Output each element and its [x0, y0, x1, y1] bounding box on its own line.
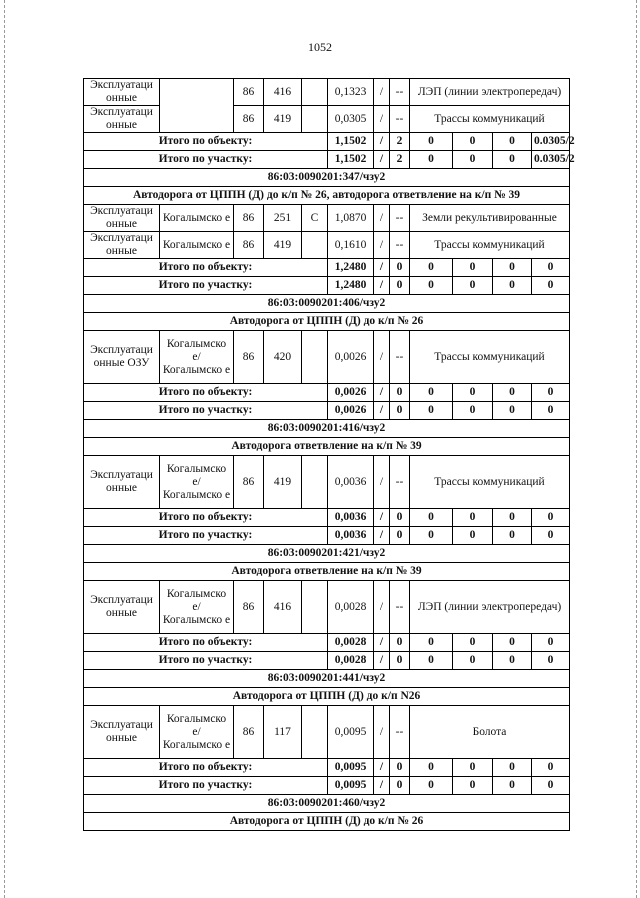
- slash-cell: /: [374, 106, 390, 133]
- region-cell: 86: [234, 456, 264, 509]
- table-row: [84, 106, 570, 133]
- mark-cell: [302, 706, 328, 759]
- total-value: 0: [410, 777, 453, 795]
- region-cell: 86: [234, 79, 264, 106]
- plot-total-label: Итого по участку:: [84, 777, 328, 795]
- quarter-cell: 420: [264, 331, 302, 384]
- region-cell: 86: [234, 106, 264, 133]
- slash-cell: /: [374, 634, 390, 652]
- object-row: [84, 688, 570, 706]
- object-total-row: [84, 259, 570, 277]
- quarter-cell: 251: [264, 205, 302, 232]
- category-cell: Эксплуатаци онные: [84, 706, 160, 759]
- slash-cell: /: [374, 509, 390, 527]
- cadastral-number: 86:03:0090201:406/чзу2: [84, 295, 570, 313]
- plot-total-row: [84, 527, 570, 545]
- land-use-cell: Трассы коммуникаций: [410, 456, 570, 509]
- total-value: 0: [532, 759, 570, 777]
- land-use-cell: ЛЭП (линии электропередач): [410, 79, 570, 106]
- object-total-row: [84, 509, 570, 527]
- total-area: 0,0095: [328, 759, 374, 777]
- table-row: [84, 706, 570, 759]
- table-row: [84, 331, 570, 384]
- total-count: 0: [390, 402, 410, 420]
- cadastral-row: [84, 295, 570, 313]
- forestry-cell: Когалымско е/ Когалымско е: [160, 706, 234, 759]
- plot-total-label: Итого по участку:: [84, 527, 328, 545]
- object-total-row: [84, 634, 570, 652]
- total-area: 1,1502: [328, 151, 374, 169]
- table-row: [84, 232, 570, 259]
- total-value: 0: [493, 402, 532, 420]
- region-cell: 86: [234, 706, 264, 759]
- total-area: 0,0026: [328, 402, 374, 420]
- object-name: Автодорога от ЦППН (Д) до к/п № 26: [84, 813, 570, 831]
- object-total-label: Итого по объекту:: [84, 759, 328, 777]
- total-value: 0: [493, 151, 532, 169]
- slash-cell: /: [374, 652, 390, 670]
- total-count: 0: [390, 759, 410, 777]
- forestry-cell: Когалымско е/ Когалымско е: [160, 581, 234, 634]
- cadastral-row: [84, 795, 570, 813]
- object-total-label: Итого по объекту:: [84, 133, 328, 151]
- total-value: 0: [493, 759, 532, 777]
- total-count: 0: [390, 527, 410, 545]
- plot-total-label: Итого по участку:: [84, 277, 328, 295]
- object-row: [84, 813, 570, 831]
- mark-cell: [302, 106, 328, 133]
- total-value: 0.0305/2: [532, 151, 570, 169]
- total-value: 0: [410, 509, 453, 527]
- dash-cell: --: [390, 331, 410, 384]
- area-cell: 0,0095: [328, 706, 374, 759]
- scan-edge-right: [636, 0, 638, 898]
- total-value: 0: [493, 133, 532, 151]
- table-row: [84, 79, 570, 106]
- total-value: 0: [532, 652, 570, 670]
- total-value: 0: [532, 259, 570, 277]
- slash-cell: /: [374, 581, 390, 634]
- total-value: 0.0305/2: [532, 133, 570, 151]
- land-use-cell: ЛЭП (линии электропередач): [410, 581, 570, 634]
- slash-cell: /: [374, 331, 390, 384]
- total-value: 0: [410, 402, 453, 420]
- total-value: 0: [453, 777, 493, 795]
- total-value: 0: [410, 133, 453, 151]
- object-row: [84, 187, 570, 205]
- total-value: 0: [493, 527, 532, 545]
- cadastral-row: [84, 169, 570, 187]
- dash-cell: --: [390, 456, 410, 509]
- total-area: 0,0028: [328, 634, 374, 652]
- total-value: 0: [453, 402, 493, 420]
- object-row: [84, 313, 570, 331]
- total-value: 0: [532, 277, 570, 295]
- forestry-cell: [160, 79, 234, 133]
- object-name: Автодорога от ЦППН (Д) до к/п № 26, автодорога ответвление на к/п № 39: [84, 187, 570, 205]
- area-cell: 0,0028: [328, 581, 374, 634]
- land-use-cell: Трассы коммуникаций: [410, 106, 570, 133]
- plot-total-row: [84, 402, 570, 420]
- dash-cell: --: [390, 706, 410, 759]
- scan-edge-left: [4, 0, 6, 898]
- forestry-cell: Когалымско е/ Когалымско е: [160, 331, 234, 384]
- table-row: [84, 456, 570, 509]
- total-value: 0: [453, 634, 493, 652]
- region-cell: 86: [234, 581, 264, 634]
- area-cell: 0,0305: [328, 106, 374, 133]
- quarter-cell: 416: [264, 79, 302, 106]
- total-value: 0: [410, 527, 453, 545]
- total-value: 0: [493, 652, 532, 670]
- total-value: 0: [453, 133, 493, 151]
- quarter-cell: 416: [264, 581, 302, 634]
- total-count: 2: [390, 151, 410, 169]
- region-cell: 86: [234, 205, 264, 232]
- total-count: 0: [390, 777, 410, 795]
- slash-cell: /: [374, 151, 390, 169]
- object-total-row: [84, 133, 570, 151]
- slash-cell: /: [374, 259, 390, 277]
- area-cell: 1,0870: [328, 205, 374, 232]
- total-area: 0,0028: [328, 652, 374, 670]
- total-area: 0,0026: [328, 384, 374, 402]
- total-value: 0: [493, 384, 532, 402]
- dash-cell: --: [390, 79, 410, 106]
- total-count: 0: [390, 259, 410, 277]
- slash-cell: /: [374, 384, 390, 402]
- total-value: 0: [493, 259, 532, 277]
- total-area: 1,2480: [328, 277, 374, 295]
- region-cell: 86: [234, 232, 264, 259]
- total-area: 1,2480: [328, 259, 374, 277]
- total-value: 0: [410, 151, 453, 169]
- cadastral-number: 86:03:0090201:460/чзу2: [84, 795, 570, 813]
- category-cell: Эксплуатаци онные: [84, 232, 160, 259]
- object-total-label: Итого по объекту:: [84, 259, 328, 277]
- total-value: 0: [453, 259, 493, 277]
- slash-cell: /: [374, 205, 390, 232]
- region-cell: 86: [234, 331, 264, 384]
- total-area: 0,0036: [328, 509, 374, 527]
- mark-cell: [302, 79, 328, 106]
- object-total-label: Итого по объекту:: [84, 634, 328, 652]
- object-name: Автодорога ответвление на к/п № 39: [84, 438, 570, 456]
- object-total-row: [84, 759, 570, 777]
- total-value: 0: [453, 759, 493, 777]
- forestry-cell: Когалымско е: [160, 205, 234, 232]
- cadastral-row: [84, 420, 570, 438]
- slash-cell: /: [374, 277, 390, 295]
- total-count: 0: [390, 384, 410, 402]
- quarter-cell: 419: [264, 106, 302, 133]
- total-value: 0: [410, 634, 453, 652]
- category-cell: Эксплуатаци онные: [84, 106, 160, 133]
- total-value: 0: [493, 277, 532, 295]
- quarter-cell: 419: [264, 232, 302, 259]
- object-total-row: [84, 384, 570, 402]
- slash-cell: /: [374, 232, 390, 259]
- table-row: [84, 205, 570, 232]
- dash-cell: --: [390, 232, 410, 259]
- plot-total-row: [84, 777, 570, 795]
- total-count: 0: [390, 652, 410, 670]
- total-value: 0: [410, 259, 453, 277]
- slash-cell: /: [374, 402, 390, 420]
- mark-cell: [302, 331, 328, 384]
- table-row: [84, 581, 570, 634]
- plot-total-label: Итого по участку:: [84, 652, 328, 670]
- mark-cell: [302, 581, 328, 634]
- total-value: 0: [532, 527, 570, 545]
- slash-cell: /: [374, 79, 390, 106]
- total-count: 0: [390, 509, 410, 527]
- area-cell: 0,1610: [328, 232, 374, 259]
- total-value: 0: [453, 384, 493, 402]
- cadastral-number: 86:03:0090201:421/чзу2: [84, 545, 570, 563]
- area-cell: 0,0036: [328, 456, 374, 509]
- category-cell: Эксплуатаци онные: [84, 581, 160, 634]
- object-total-label: Итого по объекту:: [84, 384, 328, 402]
- total-value: 0: [453, 151, 493, 169]
- total-value: 0: [410, 652, 453, 670]
- land-use-cell: Трассы коммуникаций: [410, 331, 570, 384]
- total-count: 0: [390, 277, 410, 295]
- area-cell: 0,1323: [328, 79, 374, 106]
- category-cell: Эксплуатаци онные: [84, 456, 160, 509]
- plot-total-label: Итого по участку:: [84, 402, 328, 420]
- page-number: 1052: [308, 40, 332, 54]
- cadastral-row: [84, 545, 570, 563]
- forestry-cell: Когалымско е: [160, 232, 234, 259]
- object-name: Автодорога от ЦППН (Д) до к/п N26: [84, 688, 570, 706]
- category-cell: Эксплуатаци онные ОЗУ: [84, 331, 160, 384]
- total-count: 2: [390, 133, 410, 151]
- total-value: 0: [453, 509, 493, 527]
- total-value: 0: [532, 384, 570, 402]
- plot-total-row: [84, 151, 570, 169]
- object-name: Автодорога ответвление на к/п № 39: [84, 563, 570, 581]
- total-value: 0: [493, 634, 532, 652]
- category-cell: Эксплуатаци онные: [84, 79, 160, 106]
- total-value: 0: [410, 384, 453, 402]
- quarter-cell: 419: [264, 456, 302, 509]
- total-value: 0: [410, 759, 453, 777]
- total-count: 0: [390, 634, 410, 652]
- cadastral-number: 86:03:0090201:347/чзу2: [84, 169, 570, 187]
- total-area: 0,0095: [328, 777, 374, 795]
- dash-cell: --: [390, 205, 410, 232]
- dash-cell: --: [390, 581, 410, 634]
- object-name: Автодорога от ЦППН (Д) до к/п № 26: [84, 313, 570, 331]
- plot-total-row: [84, 277, 570, 295]
- land-use-cell: Болота: [410, 706, 570, 759]
- total-value: 0: [493, 509, 532, 527]
- total-value: 0: [532, 402, 570, 420]
- slash-cell: /: [374, 133, 390, 151]
- dash-cell: --: [390, 106, 410, 133]
- object-row: [84, 438, 570, 456]
- total-value: 0: [453, 652, 493, 670]
- mark-cell: [302, 232, 328, 259]
- plot-total-label: Итого по участку:: [84, 151, 328, 169]
- slash-cell: /: [374, 527, 390, 545]
- slash-cell: /: [374, 456, 390, 509]
- mark-cell: [302, 456, 328, 509]
- forestry-cell: Когалымско е/ Когалымско е: [160, 456, 234, 509]
- quarter-cell: 117: [264, 706, 302, 759]
- land-use-cell: Земли рекультивированные: [410, 205, 570, 232]
- total-value: 0: [532, 634, 570, 652]
- area-cell: 0,0026: [328, 331, 374, 384]
- total-value: 0: [410, 277, 453, 295]
- plot-total-row: [84, 652, 570, 670]
- total-area: 1,1502: [328, 133, 374, 151]
- mark-cell: С: [302, 205, 328, 232]
- cadastral-number: 86:03:0090201:441/чзу2: [84, 670, 570, 688]
- slash-cell: /: [374, 777, 390, 795]
- total-area: 0,0036: [328, 527, 374, 545]
- object-total-label: Итого по объекту:: [84, 509, 328, 527]
- object-row: [84, 563, 570, 581]
- total-value: 0: [532, 509, 570, 527]
- total-value: 0: [532, 777, 570, 795]
- slash-cell: /: [374, 759, 390, 777]
- cadastral-number: 86:03:0090201:416/чзу2: [84, 420, 570, 438]
- cadastral-row: [84, 670, 570, 688]
- total-value: 0: [453, 277, 493, 295]
- slash-cell: /: [374, 706, 390, 759]
- land-plots-table: [83, 78, 575, 831]
- total-value: 0: [453, 527, 493, 545]
- category-cell: Эксплуатаци онные: [84, 205, 160, 232]
- total-value: 0: [493, 777, 532, 795]
- land-use-cell: Трассы коммуникаций: [410, 232, 570, 259]
